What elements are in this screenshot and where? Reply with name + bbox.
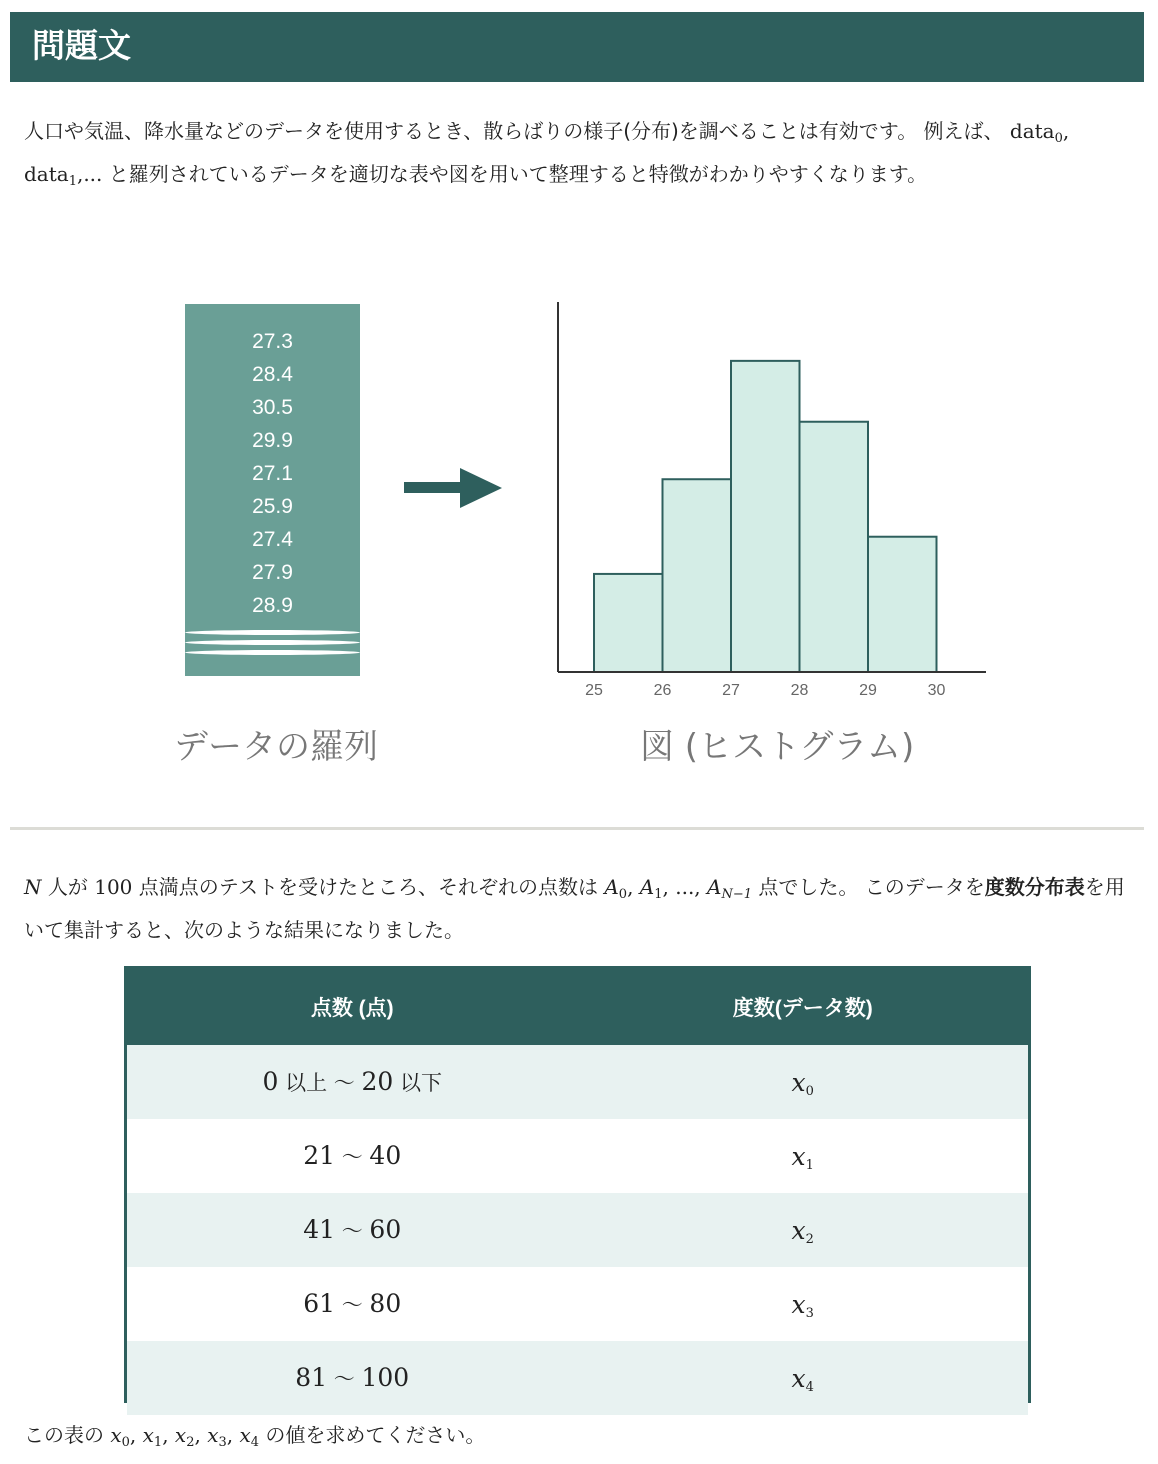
score-range-cell: 41 ～ 60 — [127, 1193, 578, 1267]
question-text-2: の値を求めてください。 — [259, 1423, 486, 1447]
list-value: 29.9 — [252, 429, 293, 452]
histogram-bar — [663, 479, 732, 672]
x-tick-label: 26 — [653, 682, 672, 699]
data-list-box — [185, 304, 360, 676]
table-row — [127, 1045, 1028, 1119]
table-row — [127, 1193, 1028, 1267]
list-value: 30.5 — [252, 396, 293, 419]
list-value: 28.9 — [252, 594, 293, 617]
problem-text-4: を用いて集計すると、次のような結果になりました。 — [24, 875, 1125, 942]
x-tick-label: 25 — [585, 682, 603, 699]
list-value: 27.3 — [252, 330, 293, 353]
question-paragraph — [24, 1414, 1136, 1457]
section-header — [10, 12, 1144, 82]
col-header-score: 点数 (点) — [127, 969, 578, 1045]
list-value: 28.4 — [252, 363, 293, 386]
score-range-cell: 0 以上 ～ 20 以下 — [127, 1045, 578, 1119]
histogram-bar — [594, 574, 663, 672]
intro-text: 人口や気温、降水量などのデータを使用するとき、散らばりの様子(分布)を調べることは有効です。 例えば、 — [24, 119, 1010, 143]
score-range-cell: 81 ～ 100 — [127, 1341, 578, 1415]
x-tick-label: 29 — [859, 682, 877, 699]
problem-text-2: 点満点のテストを受けたところ、それぞれの点数は — [132, 875, 605, 899]
intro-paragraph — [24, 110, 1136, 196]
table-row — [127, 1341, 1028, 1415]
x-vars: $x_0$, $x_1$, $x_2$, $x_3$, $x_4$ — [110, 1423, 260, 1450]
frequency-cell: $x_1$ — [578, 1119, 1029, 1193]
problem-text-3: 点でした。 このデータを — [752, 875, 985, 899]
col-header-frequency: 度数(データ数) — [578, 969, 1029, 1045]
a-sequence: $A_0$, $A_1$, ..., $A_{N-1}$ — [604, 875, 753, 902]
x-tick-label: 28 — [790, 682, 809, 699]
chart-caption: 図 (ヒストグラム) — [640, 727, 915, 767]
score-range-cell: 21 ～ 40 — [127, 1119, 578, 1193]
hundred: 100 — [94, 875, 133, 899]
problem-paragraph — [24, 866, 1136, 952]
frequency-cell: $x_3$ — [578, 1267, 1029, 1341]
section-title: 問題文 — [32, 26, 131, 65]
question-text-1: この表の — [24, 1423, 111, 1447]
table-header-row — [127, 969, 1028, 1045]
x-tick-label: 27 — [722, 682, 740, 699]
var-n: N — [24, 875, 42, 899]
table-row — [127, 1267, 1028, 1341]
list-value: 27.4 — [252, 528, 293, 551]
data-seq: data$_0$, data$_1$,... — [24, 119, 1070, 189]
histogram-bar — [800, 422, 869, 672]
list-value: 27.9 — [252, 561, 293, 584]
histogram-bar — [731, 361, 800, 672]
frequency-table — [124, 966, 1031, 1403]
frequency-cell: $x_2$ — [578, 1193, 1029, 1267]
bold-term: 度数分布表 — [984, 875, 1085, 899]
list-value: 25.9 — [252, 495, 293, 518]
intro-text-after: と羅列されているデータを適切な表や図を用いて整理すると特徴がわかりやすくなります。 — [102, 162, 928, 186]
problem-text-1: 人が — [41, 875, 95, 899]
frequency-cell: $x_4$ — [578, 1341, 1029, 1415]
frequency-cell: $x_0$ — [578, 1045, 1029, 1119]
divider — [10, 827, 1144, 830]
arrow-right-icon — [404, 466, 504, 510]
score-range-cell: 61 ～ 80 — [127, 1267, 578, 1341]
list-value: 27.1 — [252, 462, 293, 485]
x-tick-label: 30 — [927, 682, 946, 699]
histogram-chart — [540, 290, 1000, 710]
table-row — [127, 1119, 1028, 1193]
histogram-bar — [868, 537, 937, 672]
list-caption: データの羅列 — [174, 727, 378, 767]
